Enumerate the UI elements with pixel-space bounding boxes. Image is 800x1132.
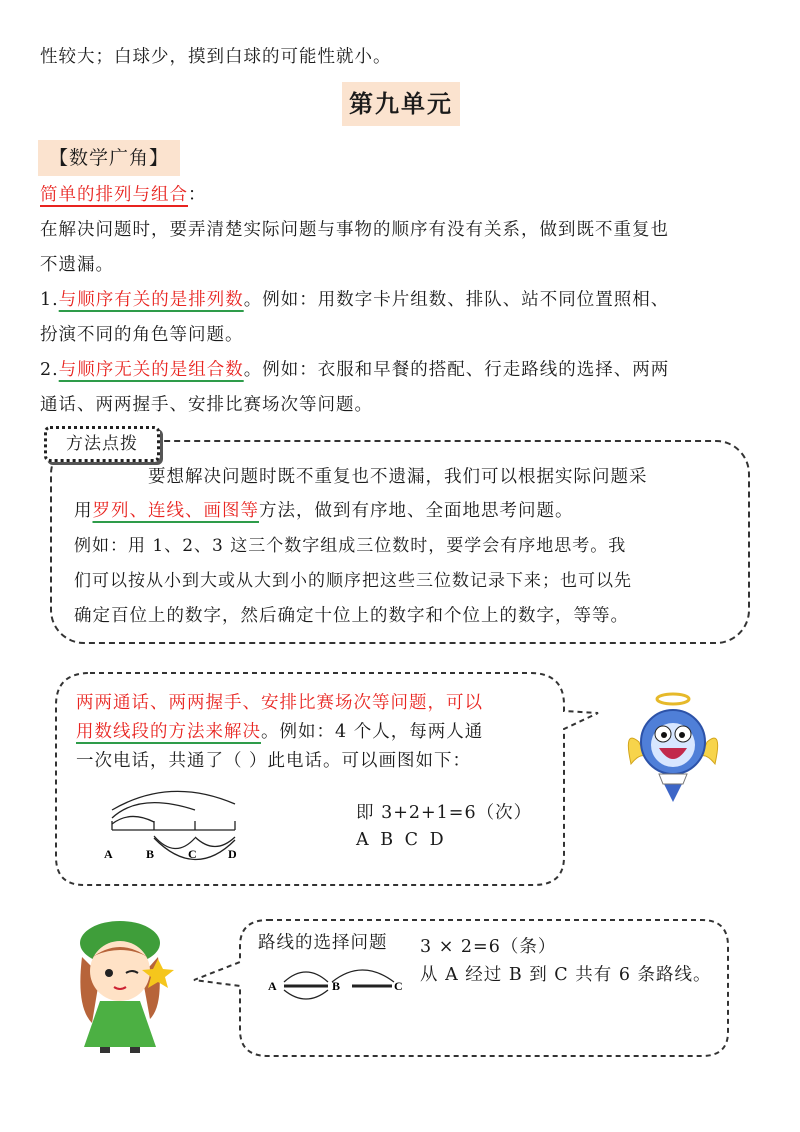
item-1-key: 与顺序有关的是排列数 [58, 290, 244, 310]
item-2-key: 与顺序无关的是组合数 [58, 360, 244, 380]
arc-a-b [112, 816, 154, 824]
diagram-label-c: C [188, 847, 197, 861]
handshake-diagram [100, 780, 260, 875]
handshake-letters: A B C D [356, 830, 447, 850]
diagram-label-d: D [228, 847, 237, 861]
item-2-number: 2. [40, 360, 59, 380]
handshake-line-2-rest: 。例如：4 个人，每两人通 [261, 722, 484, 742]
handshake-line-1: 两两通话、两两握手、安排比赛场次等问题，可以 [76, 693, 483, 713]
diagram-label-a: A [104, 847, 113, 861]
item-2-line-2: 通话、两两握手、安排比赛场次等问题。 [40, 395, 373, 415]
top-line: 性较大；白球少，摸到白球的可能性就小。 [40, 47, 392, 67]
method-line-3: 例如：用 1、2、3 这三个数字组成三位数时，要学会有序地思考。我 [74, 536, 627, 556]
subtitle-colon: ： [188, 185, 207, 205]
arc-a-c [112, 803, 195, 818]
route-label-c: C [394, 979, 403, 993]
item-1 [40, 283, 669, 318]
route-ab-upper [284, 972, 328, 982]
handshake-line-3: 一次电话，共通了（ ）此电话。可以画图如下： [76, 751, 472, 771]
item-2-rest: 。例如：衣服和早餐的搭配、行走路线的选择、两两 [243, 360, 670, 380]
item-1-rest: 。例如：用数字卡片组数、排队、站不同位置照相、 [243, 290, 670, 310]
diagram-label-b: B [146, 847, 155, 861]
route-statement: 从 A 经过 B 到 C 共有 6 条路线。 [420, 965, 712, 985]
angel-mascot [625, 690, 720, 810]
route-diagram [262, 956, 412, 1006]
route-ab-lower [284, 990, 328, 999]
section-tag: 【数学广角】 [38, 140, 180, 176]
item-1-line-2: 扮演不同的角色等问题。 [40, 325, 244, 345]
handshake-line-2-key: 用数线段的方法来解决 [76, 722, 261, 742]
unit-title: 第九单元 [342, 82, 460, 126]
method-line-2-post: 方法，做到有序地、全面地思考问题。 [259, 501, 574, 521]
route-label-b: B [332, 979, 341, 993]
handshake-formula: 即 3+2+1=6（次） [356, 803, 533, 823]
girl-dress [84, 1001, 156, 1047]
route-title: 路线的选择问题 [258, 933, 388, 953]
method-line-5: 确定百位上的数字，然后确定十位上的数字和个位上的数字，等等。 [74, 606, 629, 626]
method-line-2 [74, 494, 574, 529]
method-line-2-key: 罗列、连线、画图等 [92, 501, 259, 521]
halo-icon [657, 694, 689, 704]
route-bc-upper [332, 970, 394, 982]
intro-line-1: 在解决问题时，要弄清楚实际问题与事物的顺序有没有关系，做到既不重复也 [40, 220, 669, 240]
subtitle-text: 简单的排列与组合 [40, 185, 188, 205]
diagram-ticks [112, 821, 235, 830]
item-1-number: 1. [40, 290, 59, 310]
method-line-2-pre: 用 [74, 501, 93, 521]
method-line-1: 要想解决问题时既不重复也不遗漏，我们可以根据实际问题采 [148, 467, 648, 487]
route-label-a: A [268, 979, 277, 993]
item-2 [40, 353, 669, 388]
girl-mascot [72, 915, 187, 1055]
route-formula: 3 × 2=6（条） [420, 937, 557, 957]
subtitle [40, 178, 207, 213]
method-line-4: 们可以按从小到大或从大到小的顺序把这些三位数记录下来；也可以先 [74, 571, 632, 591]
method-tag: 方法点拨 [44, 426, 160, 462]
intro-line-2: 不遗漏。 [40, 255, 114, 275]
